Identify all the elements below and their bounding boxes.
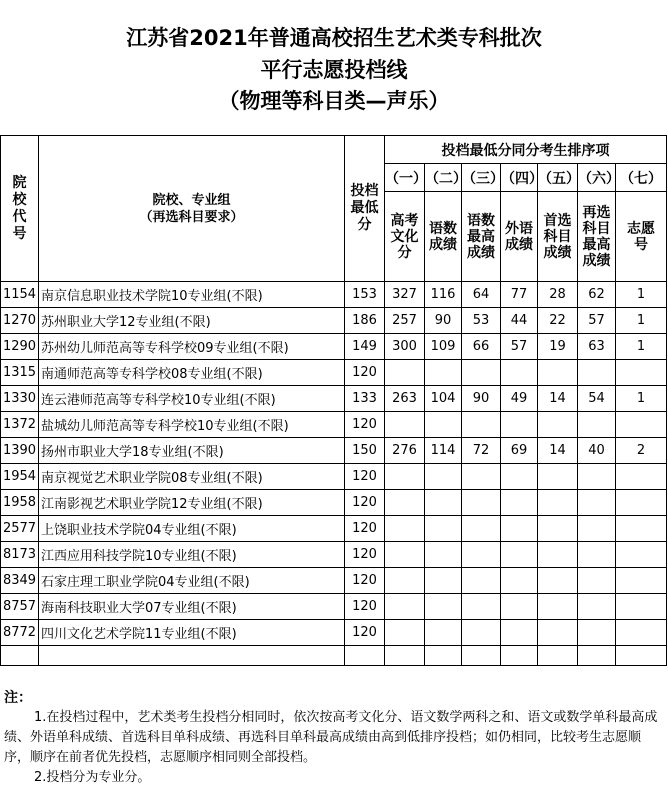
header-sub-label-2: 语数成绩 xyxy=(425,192,462,282)
cell-c2 xyxy=(425,542,462,568)
cell-c6 xyxy=(578,516,616,542)
cell-c4 xyxy=(501,360,538,386)
cell-c5 xyxy=(538,516,578,542)
cell-code: 1390 xyxy=(1,438,39,464)
notes-label: 注： xyxy=(4,690,32,706)
cell-c7 xyxy=(616,490,667,516)
cell-c1 xyxy=(385,542,425,568)
cell-c3 xyxy=(462,516,501,542)
header-sub-label-1: 高考文化分 xyxy=(385,192,425,282)
note-item-1: 1.在投档过程中，艺术类考生投档分相同时，依次按高考文化分、语文数学两科之和、语文或数学单科最高成绩、外语单科成绩、首选科目单科成绩、再选科目单科最高成绩由高到低排序投档；如仍相同，比较考生志愿顺序，顺序在前者优先投档，志愿顺序相同则全部投档。 xyxy=(4,710,658,765)
cell-c4 xyxy=(501,620,538,646)
cell-c4: 49 xyxy=(501,386,538,412)
cell-c7 xyxy=(616,542,667,568)
cell-c3: 64 xyxy=(462,282,501,308)
page-category: （物理等科目类—声乐） xyxy=(218,89,450,113)
cell-score: 120 xyxy=(345,360,385,386)
cell-name: 连云港师范高等专科学校10专业组(不限) xyxy=(39,386,345,412)
cell-c1: 263 xyxy=(385,386,425,412)
cell-name: 上饶职业技术学院04专业组(不限) xyxy=(39,516,345,542)
cell-code: 1270 xyxy=(1,308,39,334)
cell-c3: 90 xyxy=(462,386,501,412)
cell-c6 xyxy=(578,594,616,620)
cell-c7: 1 xyxy=(616,282,667,308)
cell-c4 xyxy=(501,594,538,620)
table-row xyxy=(1,464,667,490)
table-row xyxy=(1,438,667,464)
cell-c6 xyxy=(578,490,616,516)
cell-c4 xyxy=(501,568,538,594)
table-row xyxy=(1,516,667,542)
cell-c6: 54 xyxy=(578,386,616,412)
cell-code: 1372 xyxy=(1,412,39,438)
cell-c1: 300 xyxy=(385,334,425,360)
cell-c4 xyxy=(501,412,538,438)
cell-score: 120 xyxy=(345,412,385,438)
cell-code: 1290 xyxy=(1,334,39,360)
cell-name: 南通师范高等专科学校08专业组(不限) xyxy=(39,360,345,386)
cell-c4: 57 xyxy=(501,334,538,360)
cell-c5 xyxy=(538,360,578,386)
cell-c2 xyxy=(425,412,462,438)
cell-name: 四川文化艺术学院11专业组(不限) xyxy=(39,620,345,646)
cell-score: 120 xyxy=(345,464,385,490)
cell-c7 xyxy=(616,568,667,594)
cell-c5: 19 xyxy=(538,334,578,360)
cell-name: 海南科技职业大学07专业组(不限) xyxy=(39,594,345,620)
cell-c5: 14 xyxy=(538,386,578,412)
cell-c6 xyxy=(578,412,616,438)
cell-c5 xyxy=(538,464,578,490)
cell-c6: 62 xyxy=(578,282,616,308)
cell-c6: 57 xyxy=(578,308,616,334)
cell-c1 xyxy=(385,620,425,646)
cell-c7: 1 xyxy=(616,308,667,334)
cell-c2 xyxy=(425,464,462,490)
header-school-group-label: 院校、专业组 xyxy=(152,192,231,208)
cell-c6 xyxy=(578,464,616,490)
cell-score: 153 xyxy=(345,282,385,308)
cell-code: 8349 xyxy=(1,568,39,594)
cell-name: 扬州市职业大学18专业组(不限) xyxy=(39,438,345,464)
cell-name: 江南影视艺术职业学院12专业组(不限) xyxy=(39,490,345,516)
notes xyxy=(4,688,666,788)
header-sub-num-7: （七） xyxy=(616,164,667,192)
cell-c7 xyxy=(616,464,667,490)
cell-c5: 28 xyxy=(538,282,578,308)
cell-c5 xyxy=(538,412,578,438)
cell-c1 xyxy=(385,412,425,438)
cell-c4 xyxy=(501,516,538,542)
table-row xyxy=(1,490,667,516)
cell-c1: 257 xyxy=(385,308,425,334)
cell-c2: 90 xyxy=(425,308,462,334)
page-title: 江苏省2021年普通高校招生艺术类专科批次 xyxy=(126,26,542,50)
cell-name: 苏州职业大学12专业组(不限) xyxy=(39,308,345,334)
cell-empty xyxy=(39,646,345,666)
cell-name: 江西应用科技学院10专业组(不限) xyxy=(39,542,345,568)
cell-c7: 1 xyxy=(616,334,667,360)
cell-c2 xyxy=(425,516,462,542)
cell-c2: 114 xyxy=(425,438,462,464)
header-sub-label-7: 志愿号 xyxy=(616,192,667,282)
cell-c7 xyxy=(616,516,667,542)
cell-score: 120 xyxy=(345,568,385,594)
header-sub-label-3: 语数最高成绩 xyxy=(462,192,501,282)
cell-c1 xyxy=(385,464,425,490)
header-sub-label-5: 首选科目成绩 xyxy=(538,192,578,282)
cell-c5 xyxy=(538,568,578,594)
cell-code: 1958 xyxy=(1,490,39,516)
page-subtitle: 平行志愿投档线 xyxy=(260,58,408,82)
table-row xyxy=(1,386,667,412)
header-code: 院校代号 xyxy=(1,136,39,282)
cell-score: 120 xyxy=(345,490,385,516)
cell-empty xyxy=(538,646,578,666)
header-tie-break: 投档最低分同分考生排序项 xyxy=(385,136,667,164)
table-row xyxy=(1,620,667,646)
cell-c1: 276 xyxy=(385,438,425,464)
cell-c4 xyxy=(501,464,538,490)
cell-c5 xyxy=(538,620,578,646)
note-item-2: 2.投档分为专业分。 xyxy=(34,770,151,785)
cell-c3 xyxy=(462,620,501,646)
cell-empty xyxy=(462,646,501,666)
cell-c6 xyxy=(578,620,616,646)
cell-c5 xyxy=(538,490,578,516)
cell-c1 xyxy=(385,516,425,542)
cell-c2 xyxy=(425,568,462,594)
cell-c2 xyxy=(425,620,462,646)
table-row xyxy=(1,542,667,568)
cell-c3: 72 xyxy=(462,438,501,464)
header-sub-num-3: （三） xyxy=(462,164,501,192)
cell-c5: 22 xyxy=(538,308,578,334)
cell-c3 xyxy=(462,542,501,568)
cell-c4: 44 xyxy=(501,308,538,334)
header-sub-num-5: （五） xyxy=(538,164,578,192)
cell-c6: 40 xyxy=(578,438,616,464)
cell-c2 xyxy=(425,360,462,386)
cell-c1 xyxy=(385,568,425,594)
cell-c5: 14 xyxy=(538,438,578,464)
cell-c1 xyxy=(385,594,425,620)
cell-empty xyxy=(345,646,385,666)
cell-name: 石家庄理工职业学院04专业组(不限) xyxy=(39,568,345,594)
table-row xyxy=(1,282,667,308)
cell-c7 xyxy=(616,360,667,386)
cell-code: 2577 xyxy=(1,516,39,542)
cell-score: 186 xyxy=(345,308,385,334)
cell-c7: 2 xyxy=(616,438,667,464)
cell-c7 xyxy=(616,412,667,438)
cell-code: 8772 xyxy=(1,620,39,646)
cell-c7 xyxy=(616,620,667,646)
header-school-group xyxy=(39,136,345,282)
cell-c2: 109 xyxy=(425,334,462,360)
cell-empty xyxy=(1,646,39,666)
table-row-blank xyxy=(1,646,667,666)
cell-c4 xyxy=(501,490,538,516)
cell-c4 xyxy=(501,542,538,568)
table-row xyxy=(1,568,667,594)
cell-c5 xyxy=(538,542,578,568)
cell-code: 1315 xyxy=(1,360,39,386)
cell-c2: 116 xyxy=(425,282,462,308)
table-row xyxy=(1,334,667,360)
cell-c6 xyxy=(578,360,616,386)
cell-score: 149 xyxy=(345,334,385,360)
cell-score: 133 xyxy=(345,386,385,412)
table-row xyxy=(1,308,667,334)
header-school-group-note: （再选科目要求） xyxy=(139,209,244,225)
cell-c3 xyxy=(462,412,501,438)
cell-c7 xyxy=(616,594,667,620)
cell-empty xyxy=(616,646,667,666)
header-sub-label-6: 再选科目最高成绩 xyxy=(578,192,616,282)
header-sub-num-6: （六） xyxy=(578,164,616,192)
cell-empty xyxy=(385,646,425,666)
cell-c3 xyxy=(462,568,501,594)
cell-c3: 53 xyxy=(462,308,501,334)
cell-name: 南京视觉艺术职业学院08专业组(不限) xyxy=(39,464,345,490)
cell-c2: 104 xyxy=(425,386,462,412)
cell-name: 南京信息职业技术学院10专业组(不限) xyxy=(39,282,345,308)
table-row xyxy=(1,594,667,620)
header-min-score: 投档最低分 xyxy=(345,136,385,282)
cell-score: 150 xyxy=(345,438,385,464)
header-sub-num-1: （一） xyxy=(385,164,425,192)
cell-score: 120 xyxy=(345,516,385,542)
cell-c6 xyxy=(578,568,616,594)
cell-empty xyxy=(425,646,462,666)
header-sub-num-2: （二） xyxy=(425,164,462,192)
header-sub-num-4: （四） xyxy=(501,164,538,192)
cell-code: 1154 xyxy=(1,282,39,308)
cell-score: 120 xyxy=(345,594,385,620)
cell-c3: 66 xyxy=(462,334,501,360)
table-row xyxy=(1,412,667,438)
header-sub-label-4: 外语成绩 xyxy=(501,192,538,282)
cell-c4: 77 xyxy=(501,282,538,308)
cell-c1 xyxy=(385,360,425,386)
table-row xyxy=(1,360,667,386)
cell-name: 苏州幼儿师范高等专科学校09专业组(不限) xyxy=(39,334,345,360)
cell-c3 xyxy=(462,594,501,620)
cell-c3 xyxy=(462,490,501,516)
score-table xyxy=(0,135,667,666)
cell-c1 xyxy=(385,490,425,516)
cell-c6 xyxy=(578,542,616,568)
cell-c6: 63 xyxy=(578,334,616,360)
cell-c4: 69 xyxy=(501,438,538,464)
cell-empty xyxy=(501,646,538,666)
cell-c5 xyxy=(538,594,578,620)
cell-c3 xyxy=(462,464,501,490)
cell-score: 120 xyxy=(345,542,385,568)
cell-name: 盐城幼儿师范高等专科学校10专业组(不限) xyxy=(39,412,345,438)
cell-code: 8173 xyxy=(1,542,39,568)
cell-code: 1954 xyxy=(1,464,39,490)
cell-c2 xyxy=(425,490,462,516)
cell-c1: 327 xyxy=(385,282,425,308)
cell-score: 120 xyxy=(345,620,385,646)
cell-empty xyxy=(578,646,616,666)
cell-code: 8757 xyxy=(1,594,39,620)
cell-c7: 1 xyxy=(616,386,667,412)
cell-c3 xyxy=(462,360,501,386)
cell-c2 xyxy=(425,594,462,620)
cell-code: 1330 xyxy=(1,386,39,412)
